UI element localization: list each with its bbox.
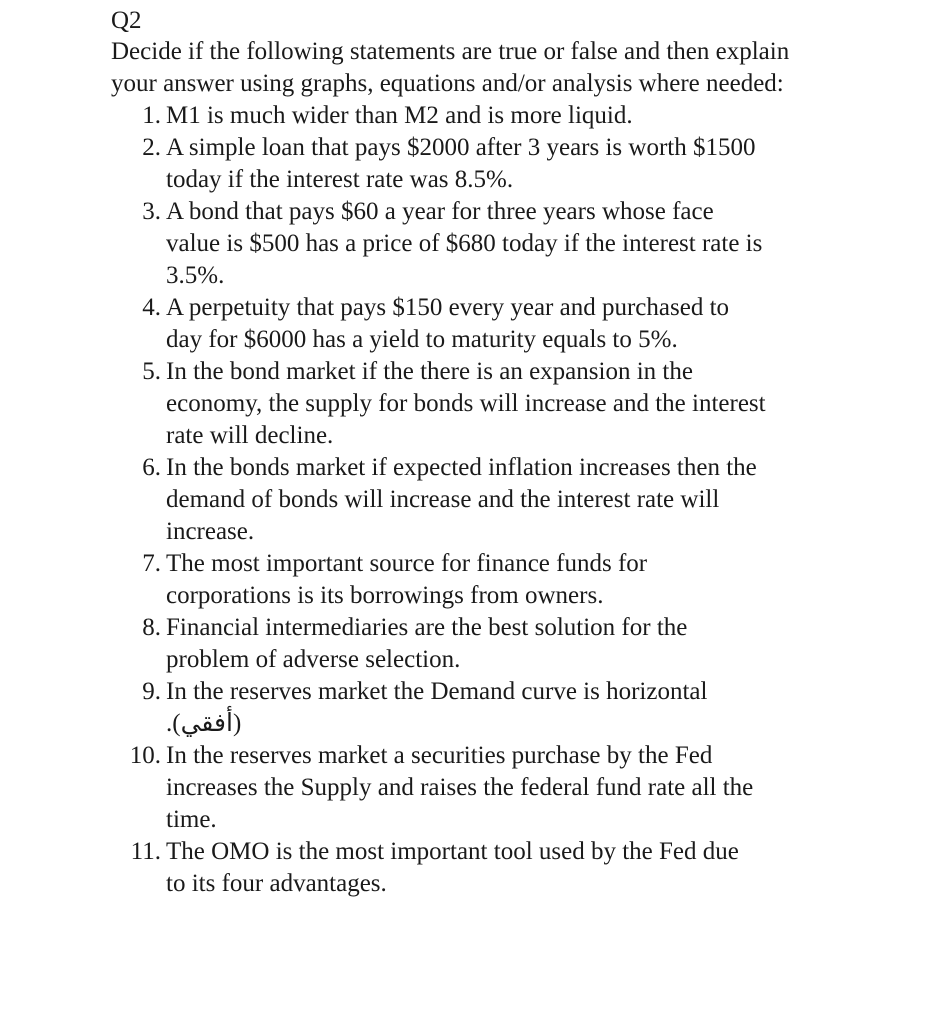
statement-item bbox=[111, 740, 911, 836]
statement-number: 7. bbox=[142, 550, 161, 577]
statement-number: 11. bbox=[130, 838, 161, 865]
statement-item bbox=[111, 452, 911, 548]
statement-number: 10. bbox=[129, 742, 161, 769]
statement-line: In the reserves market the Demand curve is horizontal bbox=[166, 678, 708, 705]
statement-line: A perpetuity that pays $150 every year and purchased to bbox=[166, 294, 730, 321]
statement-line: problem of adverse selection. bbox=[166, 646, 461, 673]
statement-number: 3. bbox=[142, 198, 161, 225]
statement-number: 1. bbox=[142, 102, 161, 129]
statement-line: A bond that pays $60 a year for three years whose face bbox=[166, 198, 714, 225]
statement-line: The most important source for finance funds for bbox=[166, 550, 648, 577]
statement-line: increase. bbox=[166, 518, 255, 545]
statement-item bbox=[111, 676, 911, 740]
statement-number: 8. bbox=[142, 614, 161, 641]
statement-number: 9. bbox=[142, 678, 161, 705]
statement-line: In the reserves market a securities purchase by the Fed bbox=[166, 742, 713, 769]
statement-item bbox=[111, 100, 911, 132]
statement-line: A simple loan that pays $2000 after 3 years is worth $1500 bbox=[166, 134, 756, 161]
statement-line: economy, the supply for bonds will increase and the interest bbox=[166, 390, 766, 417]
statement-line: (أفقي). bbox=[166, 710, 242, 737]
question-heading: Q2 bbox=[111, 7, 142, 34]
statement-number: 4. bbox=[142, 294, 161, 321]
statement-item bbox=[111, 836, 911, 900]
statement-line: corporations is its borrowings from owners. bbox=[166, 582, 604, 609]
document-page bbox=[111, 6, 911, 900]
statement-number: 6. bbox=[142, 454, 161, 481]
statement-line: today if the interest rate was 8.5%. bbox=[166, 166, 514, 193]
statement-line: demand of bonds will increase and the interest rate will bbox=[166, 486, 720, 513]
statement-item bbox=[111, 612, 911, 676]
statement-line: Financial intermediaries are the best solution for the bbox=[166, 614, 688, 641]
statement-item bbox=[111, 292, 911, 356]
statement-line: rate will decline. bbox=[166, 422, 334, 449]
statement-item bbox=[111, 356, 911, 452]
statement-line: 3.5%. bbox=[166, 262, 225, 289]
statement-item bbox=[111, 548, 911, 612]
statement-line: In the bonds market if expected inflation increases then the bbox=[166, 454, 757, 481]
statement-line: time. bbox=[166, 806, 217, 833]
statement-item bbox=[111, 196, 911, 292]
statement-line: to its four advantages. bbox=[166, 870, 387, 897]
statement-number: 2. bbox=[142, 134, 161, 161]
instructions-text: Decide if the following statements are true or false and then explain your answer using graphs, equations and/or analysis where needed: bbox=[111, 38, 790, 97]
statement-line: value is $500 has a price of $680 today if the interest rate is bbox=[166, 230, 763, 257]
statement-line: increases the Supply and raises the federal fund rate all the bbox=[166, 774, 754, 801]
statement-item bbox=[111, 132, 911, 196]
statement-number: 5. bbox=[142, 358, 161, 385]
statement-line: M1 is much wider than M2 and is more liquid. bbox=[166, 102, 633, 129]
statement-line: The OMO is the most important tool used by the Fed due bbox=[166, 838, 739, 865]
statements-list bbox=[111, 100, 911, 900]
statement-line: day for $6000 has a yield to maturity equals to 5%. bbox=[166, 326, 678, 353]
statement-line: In the bond market if the there is an expansion in the bbox=[166, 358, 693, 385]
